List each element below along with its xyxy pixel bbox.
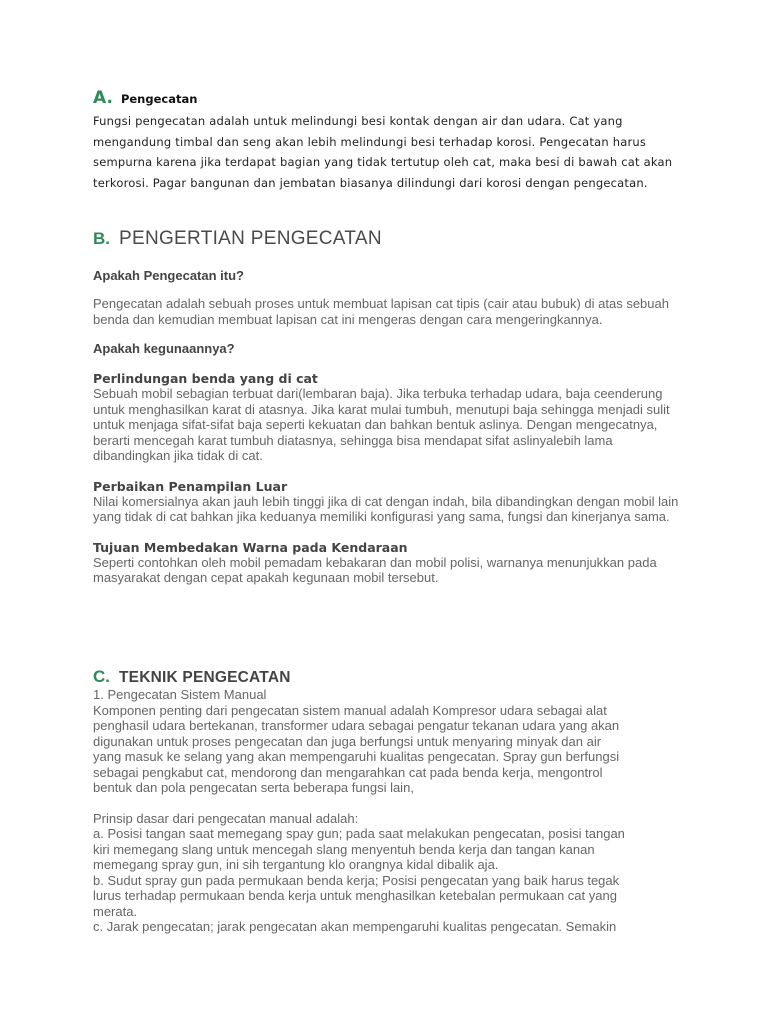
text-line: digunakan untuk proses pengecatan dan juga berfungsi untuk menyaring minyak dan air [93,733,602,749]
text-line: a. Posisi tangan saat memegang spay gun; pada saat melakukan pengecatan, posisi tangan [93,826,625,841]
color-purpose-paragraph: Seperti contohkan oleh mobil pemadam kebakaran dan mobil polisi, warnanya menunjukkan pada masyarakat dengan cepat apakah kegunaan mobil tersebut. [93,554,657,585]
subheading-color-purpose: Tujuan Membedakan Warna pada Kendaraan [93,539,408,555]
text-line: c. Jarak pengecatan; jarak pengecatan akan mempengaruhi kualitas pengecatan. Semakin [93,919,617,934]
subheading-protection: Perlindungan benda yang di cat [93,371,318,386]
text-line: kiri memegang slang untuk mencegah slang menyentuh benda kerja dan tangan kanan [93,841,595,857]
section-b-letter: B. [93,229,110,248]
section-c-letter: C. [93,667,110,686]
text-line: Prinsip dasar dari pengecatan manual adalah: [93,810,359,826]
manual-system-block [93,687,693,796]
subheading-appearance: Perbaikan Penampilan Luar [93,478,288,494]
section-b-title: PENGERTIAN PENGECATAN [119,228,382,249]
text-line: 1. Pengecatan Sistem Manual [93,687,267,702]
question-what-is-painting: Apakah Pengecatan itu? [93,268,244,283]
text-line: penghasil udara bertekanan, transformer udara sebagai pengatur tekanan udara yang akan [93,718,620,733]
section-a-paragraph: Fungsi pengecatan adalah untuk melindungi besi kontak dengan air dan udara. Cat yang mengandung timbal dan seng akan lebih melindungi besi terhadap korosi. Pengecatan harus sempurna karena jika terdapat bagian yang tidak tertutup oleh cat, maka besi di bawah cat akan terkorosi. Pagar bangunan dan jembatan biasanya dilindungi dari korosi dengan pengecatan. [93,114,673,190]
section-c [93,667,693,935]
question-usefulness: Apakah kegunaannya? [93,341,235,356]
text-line: b. Sudut spray gun pada permukaan benda kerja; Posisi pengecatan yang baik harus tegak [93,872,620,888]
principles-block [93,811,693,935]
section-a-title: Pengecatan [120,92,198,106]
appearance-paragraph: Nilai komersialnya akan jauh lebih tinggi jika di cat dengan indah, bila dibandingkan dengan mobil lain yang tidak di cat bahkan jika keduanya memiliki konfigurasi yang sama, fungsi dan kinerjanya sama. [93,493,679,524]
text-line: yang masuk ke selang yang akan mempengaruhi kualitas pengecatan. Spray gun berfungsi [93,749,620,764]
section-a [93,88,693,193]
text-line: merata. [93,903,138,919]
section-b-heading [93,228,693,250]
text-line: Komponen penting dari pengecatan sistem manual adalah Kompresor udara sebagai alat [93,702,607,718]
section-b [93,228,693,586]
text-line: sebagai pengkabut cat, mendorong dan mengarahkan cat pada benda kerja, mengontrol [93,764,603,780]
protection-paragraph: Sebuah mobil sebagian terbuat dari(lembaran baja). Jika terbuka terhadap udara, baja ceenderung untuk menghasilkan karat di atasnya. Jika karat mulai tumbuh, menutupi baja sehingga menjadi sulit untuk menjaga sifat-sifat baja seperti kekuatan dan bahkan bentuk aslinya. Dengan mengecatnya, berarti mencegah karat tumbuh diatasnya, sehingga bisa mendapat sifat aslinyalebih lama dibandingkan jika tidak di cat. [93,386,670,463]
text-line: memegang spray gun, ini sih tergantung klo orangnya kidal dibalik aja. [93,857,499,872]
text-line: bentuk dan pola pengecatan serta beberapa fungsi lain, [93,780,414,795]
definition-paragraph: Pengecatan adalah sebuah proses untuk membuat lapisan cat tipis (cair atau bubuk) di atas sebuah benda dan kemudian membuat lapisan cat ini mengeras dengan cara mengeringkannya. [93,296,669,327]
section-c-heading [93,667,693,687]
section-c-title: TEKNIK PENGECATAN [119,669,291,686]
section-a-heading [93,88,693,108]
section-a-letter: A. [93,88,113,108]
text-line: lurus terhadap permukaan benda kerja untuk menghasilkan ketebalan permukaan cat yang [93,888,617,903]
